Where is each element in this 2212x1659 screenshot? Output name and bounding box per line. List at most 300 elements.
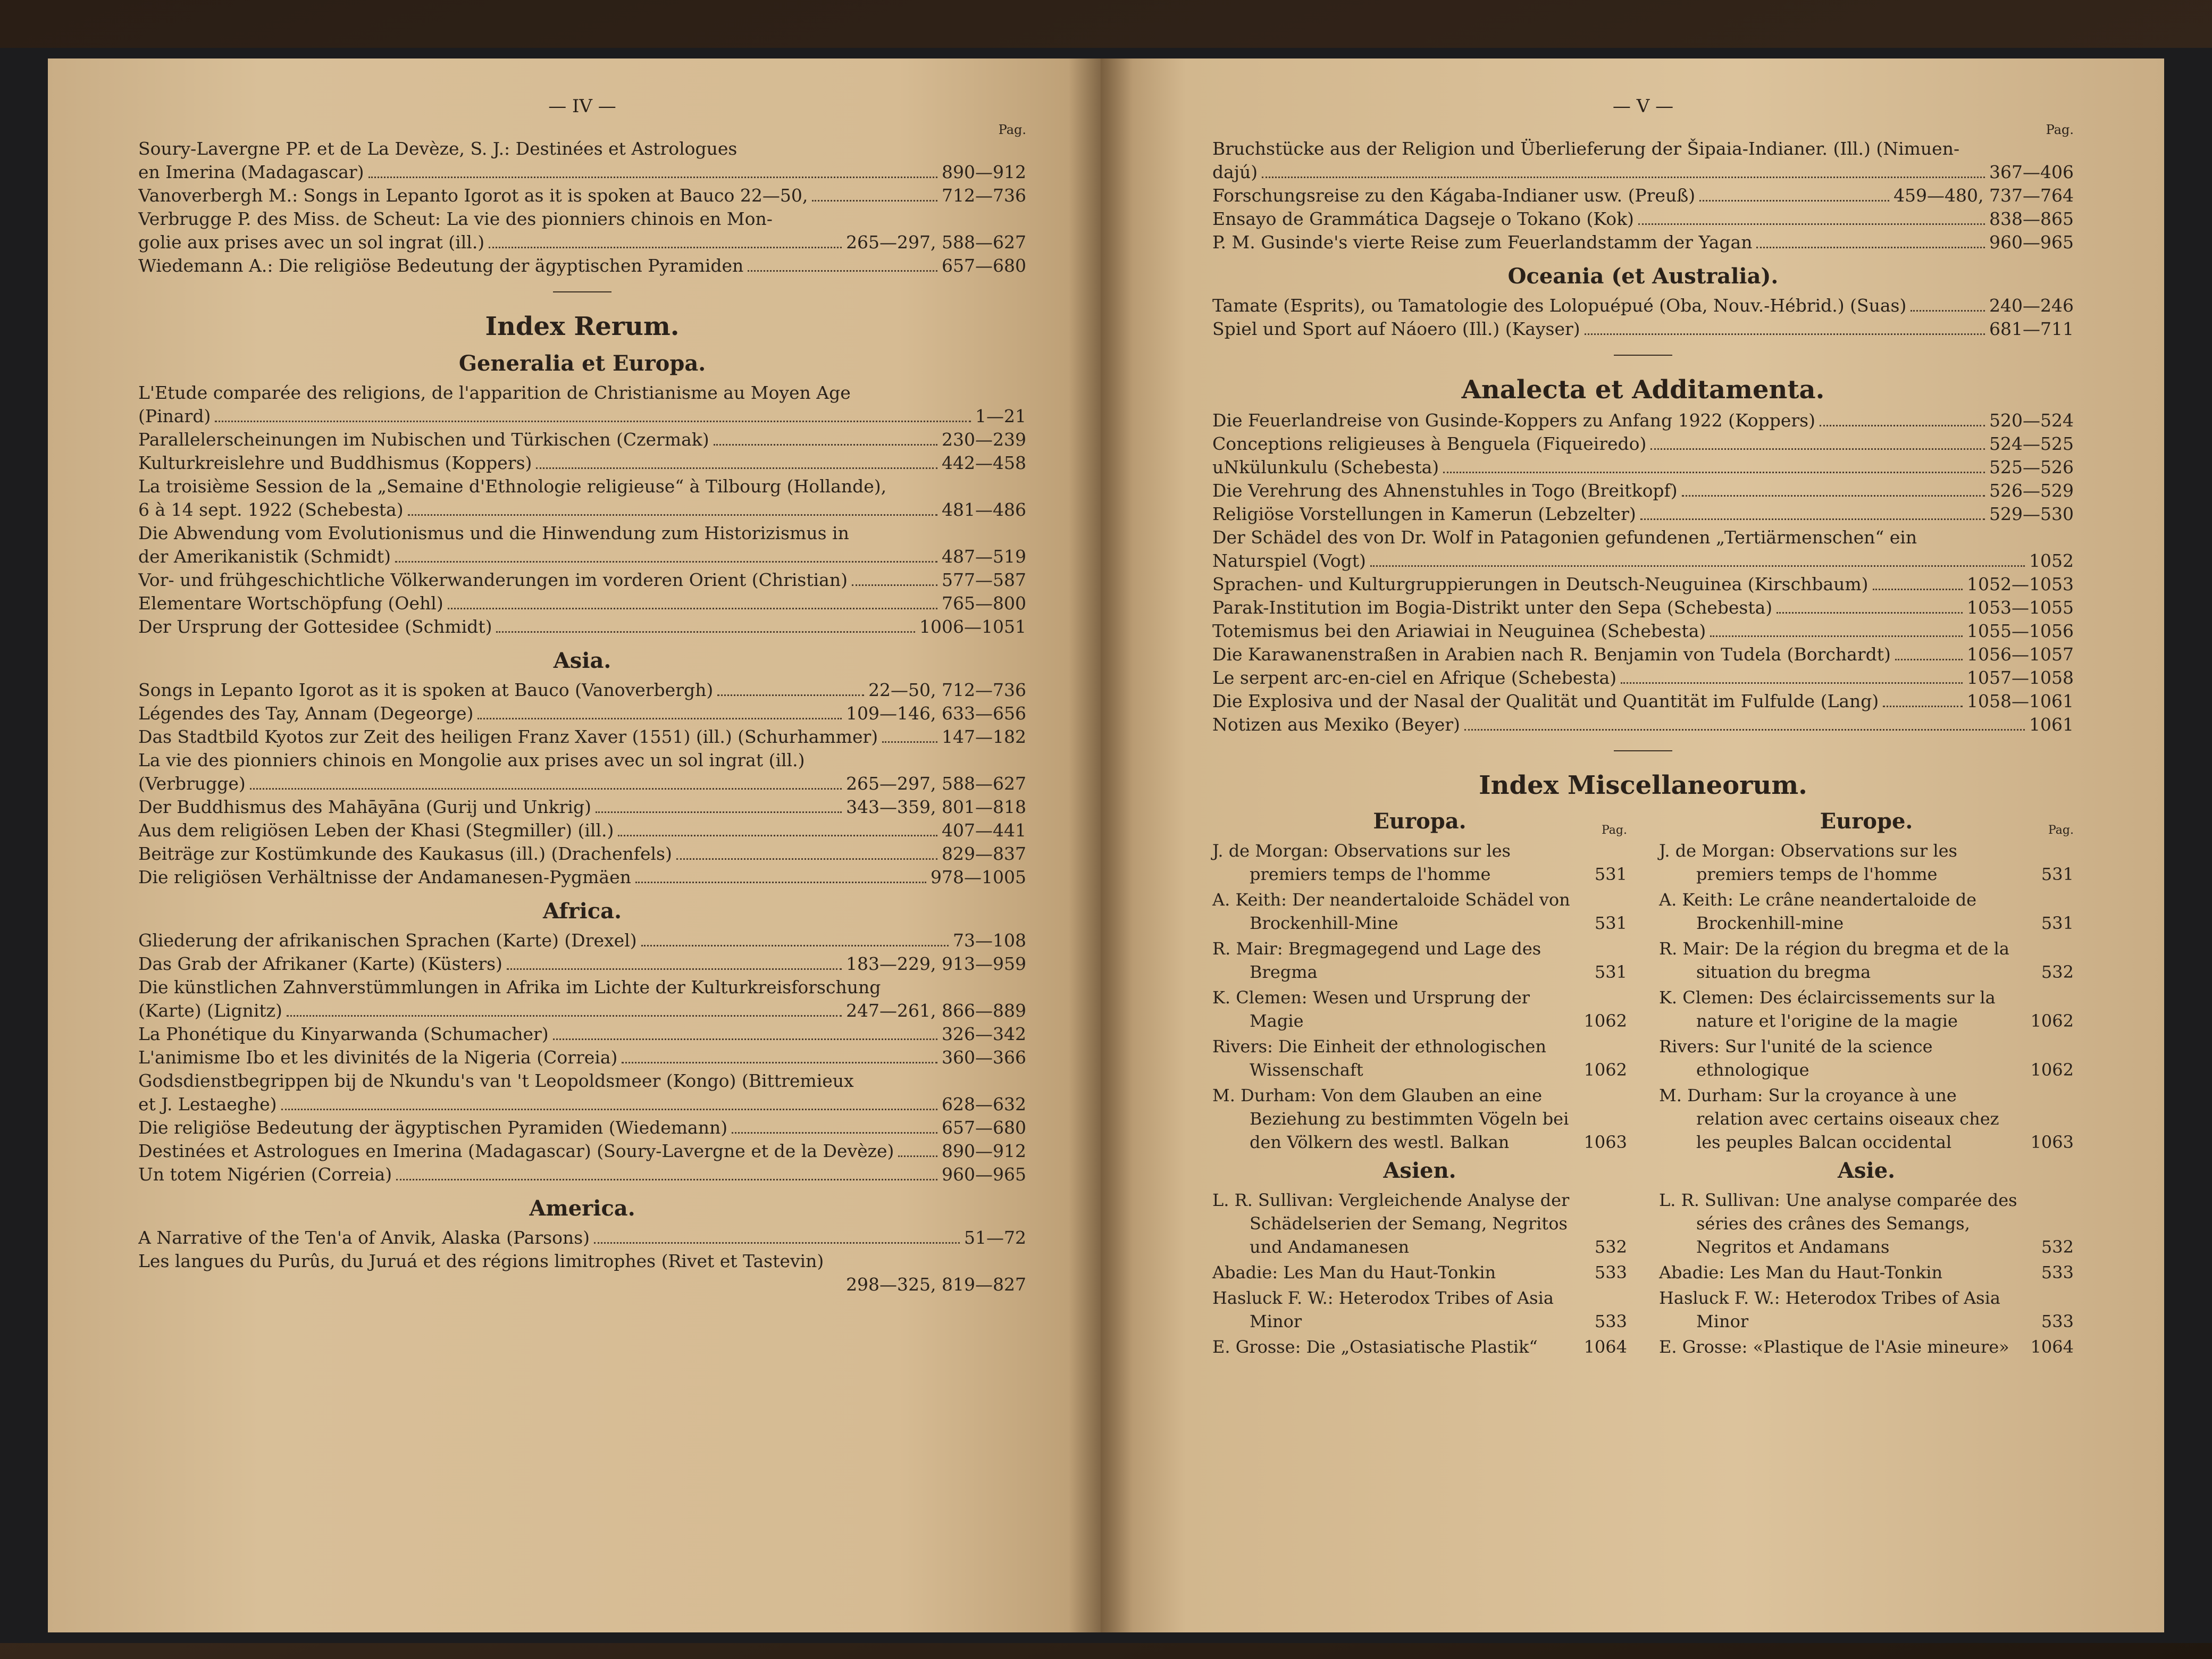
misc-entry-page: 531	[1594, 962, 1627, 982]
dot-leader	[1883, 700, 1963, 707]
dot-leader	[215, 415, 971, 422]
dot-leader	[395, 556, 937, 563]
dot-leader	[898, 1150, 937, 1157]
misc-col-french	[1659, 805, 2074, 1361]
dot-leader	[496, 626, 915, 633]
index-entry	[138, 545, 1026, 568]
index-entry	[1212, 479, 2074, 502]
entry-pages: 109—146, 633—656	[846, 703, 1026, 724]
entry-pages: 628—632	[942, 1094, 1026, 1115]
index-entry	[138, 1116, 1026, 1139]
book-gutter	[1069, 58, 1133, 1632]
misc-entry	[1212, 1335, 1627, 1359]
misc-entry-text: E. Grosse: Die „Ostasiatische Plastik“	[1212, 1337, 1538, 1357]
dot-leader	[287, 1010, 842, 1017]
entry-pages: 1—21	[975, 406, 1026, 426]
index-entry	[138, 819, 1026, 842]
misc-entry-text: J. de Morgan: Observations sur les premiers temps de l'homme	[1659, 841, 1957, 884]
index-entry	[138, 184, 1026, 207]
entry-pages: 442—458	[942, 453, 1026, 473]
entry-pages: 525—526	[1989, 457, 2074, 477]
misc-entry-page: 532	[2041, 1237, 2074, 1257]
misc-entry	[1659, 1261, 2074, 1284]
dot-leader	[882, 736, 937, 743]
entry-title: (Karte) (Lignitz)	[138, 1000, 282, 1021]
index-entry	[138, 615, 1026, 639]
index-entry	[138, 795, 1026, 819]
divider	[553, 291, 611, 292]
entry-title: Bruchstücke aus der Religion und Überlieferung der Šipaia-Indianer. (Ill.) (Nimuen-	[1212, 138, 1960, 159]
misc-entry-text: Abadie: Les Man du Haut-Tonkin	[1659, 1262, 1943, 1283]
misc-entry	[1212, 1261, 1627, 1284]
entry-title: Soury-Lavergne PP. et de La Devèze, S. J.: Destinées et Astrologues	[138, 138, 738, 159]
dot-leader	[1370, 560, 2025, 567]
index-entry	[1212, 137, 2074, 161]
entry-pages: 520—524	[1989, 410, 2074, 431]
entry-pages: 657—680	[942, 255, 1026, 276]
page-number: — IV —	[548, 96, 616, 117]
oceania-title: Oceania (et Australia).	[1507, 264, 1779, 289]
entry-title: Conceptions religieuses à Benguela (Fiqueiredo)	[1212, 433, 1647, 454]
asien-list	[1212, 1188, 1627, 1359]
dot-leader	[1585, 328, 1985, 335]
entry-pages: 247—261, 866—889	[846, 1000, 1026, 1021]
entry-title: Tamate (Esprits), ou Tamatologie des Lolopuépué (Oba, Nouv.-Hébrid.) (Suas)	[1212, 295, 1907, 316]
entry-pages: 487—519	[942, 546, 1026, 567]
entry-title: Die Verehrung des Ahnenstuhles in Togo (Breitkopf)	[1212, 480, 1678, 501]
entry-pages: 1061	[2029, 714, 2074, 735]
entry-pages: 1052	[2029, 550, 2074, 571]
index-entry	[138, 952, 1026, 976]
misc-entry-page: 1064	[2030, 1337, 2074, 1357]
entry-title: Der Schädel des von Dr. Wolf in Patagonien gefundenen „Tertiärmenschen“ ein	[1212, 527, 1917, 548]
dot-leader	[596, 806, 842, 813]
dot-leader	[635, 876, 926, 883]
dot-leader	[1699, 195, 1889, 202]
entry-title: Destinées et Astrologues en Imerina (Madagascar) (Soury-Lavergne et de la Devèze)	[138, 1141, 894, 1161]
misc-entry-text: A. Keith: Der neandertaloide Schädel von Brockenhill-Mine	[1212, 890, 1570, 933]
entry-title: Sprachen- und Kulturgruppierungen in Deutsch-Neuguinea (Kirschbaum)	[1212, 574, 1869, 594]
dot-leader	[1464, 724, 2025, 731]
misc-entry	[1659, 1084, 2074, 1154]
entry-pages: 360—366	[942, 1047, 1026, 1068]
dot-leader	[748, 265, 937, 272]
entry-pages: 1053—1055	[1967, 597, 2074, 618]
index-entry	[138, 1069, 1026, 1093]
africa-title: Africa.	[542, 899, 622, 924]
index-entry	[138, 678, 1026, 702]
index-entry	[138, 1273, 1026, 1296]
dot-leader	[368, 171, 937, 178]
index-entry	[138, 1226, 1026, 1250]
dot-leader	[1911, 305, 1985, 312]
misc-entry-page: 1062	[2030, 1060, 2074, 1080]
index-entry	[138, 254, 1026, 278]
misc-col-german	[1212, 805, 1627, 1361]
entry-title: der Amerikanistik (Schmidt)	[138, 546, 391, 567]
dot-leader	[536, 462, 937, 469]
misc-entry-page: 1062	[1583, 1060, 1627, 1080]
entry-pages: 265—297, 588—627	[846, 232, 1026, 253]
entry-pages: 978—1005	[931, 867, 1026, 887]
entry-title: Le serpent arc-en-ciel en Afrique (Schebesta)	[1212, 667, 1617, 688]
entry-title: golie aux prises avec un sol ingrat (ill.)	[138, 232, 485, 253]
misc-entry	[1659, 888, 2074, 935]
entry-title: Die religiösen Verhältnisse der Andamanesen-Pygmäen	[138, 867, 631, 887]
entry-pages: 681—711	[1989, 319, 2074, 339]
entry-title: Die Abwendung vom Evolutionismus und die Hinwendung zum Historizismus in	[138, 523, 849, 543]
europa-title: Europa. Pag.	[1373, 809, 1627, 837]
misc-entry	[1212, 1188, 1627, 1259]
index-entry	[1212, 666, 2074, 690]
dot-leader	[1638, 218, 1985, 225]
asia-title: Asia.	[553, 648, 611, 673]
entry-title: Die künstlichen Zahnverstümmlungen in Afrika im Lichte der Kulturkreisforschung	[138, 977, 881, 998]
index-entry	[138, 1250, 1026, 1273]
dot-leader	[1443, 466, 1985, 473]
index-entry	[138, 1023, 1026, 1046]
misc-entry-text: Rivers: Die Einheit der ethnologischen Wissenschaft	[1212, 1036, 1546, 1080]
index-entry	[1212, 549, 2074, 573]
misc-entry-text: E. Grosse: «Plastique de l'Asie mineure»	[1659, 1337, 2009, 1357]
index-entry	[1212, 502, 2074, 526]
dot-leader	[448, 602, 937, 609]
misc-entry	[1659, 937, 2074, 984]
entry-title: Ensayo de Grammática Dagseje o Tokano (Kok)	[1212, 208, 1634, 229]
misc-entry-page: 531	[2041, 864, 2074, 884]
misc-entry-text: K. Clemen: Wesen und Ursprung der Magie	[1212, 987, 1530, 1031]
misc-entry-text: Hasluck F. W.: Heterodox Tribes of Asia Minor	[1659, 1288, 2000, 1331]
misc-entry-page: 531	[2041, 913, 2074, 933]
entry-title: Wiedemann A.: Die religiöse Bedeutung der ägyptischen Pyramiden	[138, 255, 744, 276]
divider	[1614, 355, 1672, 356]
dot-leader	[1756, 241, 1985, 248]
entry-title: Das Stadtbild Kyotos zur Zeit des heiligen Franz Xaver (1551) (ill.) (Schurhammer)	[138, 726, 878, 747]
entry-title: (Verbrugge)	[138, 773, 246, 794]
entry-pages: 829—837	[942, 843, 1026, 864]
index-entry	[138, 999, 1026, 1023]
index-entry	[1212, 643, 2074, 666]
dot-leader	[507, 963, 842, 970]
oceania-list	[1212, 294, 2074, 341]
entry-title: Un totem Nigérien (Correia)	[138, 1164, 392, 1185]
entry-title: (Pinard)	[138, 406, 211, 426]
misc-entry-page: 1063	[2030, 1132, 2074, 1152]
index-entry	[1212, 456, 2074, 479]
entry-title: La Phonétique du Kinyarwanda (Schumacher)	[138, 1024, 549, 1044]
generalia-title: Generalia et Europa.	[458, 351, 706, 376]
entry-pages: 407—441	[942, 820, 1026, 841]
dot-leader	[641, 940, 949, 946]
index-entry	[138, 749, 1026, 772]
pag-small: Pag.	[1601, 824, 1627, 837]
dot-leader	[1873, 583, 1963, 590]
dot-leader	[594, 1237, 960, 1244]
entry-pages: 73—108	[953, 930, 1026, 951]
entry-pages: 230—239	[942, 429, 1026, 450]
entry-title: Verbrugge P. des Miss. de Scheut: La vie des pionniers chinois en Mon-	[138, 208, 773, 229]
index-entry	[1212, 713, 2074, 736]
analecta-title: Analecta et Additamenta.	[1461, 375, 1825, 405]
entry-title: Das Grab der Afrikaner (Karte) (Küsters)	[138, 953, 502, 974]
entry-title: Der Buddhismus des Mahāyāna (Gurij und Unkrig)	[138, 797, 591, 817]
index-entry	[138, 1163, 1026, 1186]
dot-leader	[714, 439, 937, 446]
index-entry	[138, 428, 1026, 451]
misc-entry-text: A. Keith: Le crâne neandertaloide de Brockenhill-mine	[1659, 890, 1977, 933]
misc-entry-text: L. R. Sullivan: Une analyse comparée des séries des crânes des Semangs, Negritos et Andamans	[1659, 1190, 2017, 1257]
misc-columns	[1212, 805, 2074, 1361]
index-entry	[1212, 573, 2074, 596]
divider	[1614, 750, 1672, 751]
entry-pages: 1058—1061	[1967, 691, 2074, 711]
entry-title: Vanoverbergh M.: Songs in Lepanto Igorot as it is spoken at Bauco 22—50,	[138, 185, 808, 206]
entry-pages: 890—912	[942, 1141, 1026, 1161]
entry-pages: 298—325, 819—827	[846, 1274, 1026, 1295]
entry-pages: 343—359, 801—818	[846, 797, 1026, 817]
index-entry	[138, 207, 1026, 231]
entry-pages: 1052—1053	[1967, 574, 2074, 594]
misc-entry-page: 533	[2041, 1311, 2074, 1331]
index-entry	[138, 161, 1026, 184]
entry-title: La vie des pionniers chinois en Mongolie aux prises avec un sol ingrat (ill.)	[138, 750, 805, 770]
pag-label: Pag.	[2046, 122, 2074, 137]
entry-title: en Imerina (Madagascar)	[138, 162, 364, 182]
index-rerum-title: Index Rerum.	[485, 312, 680, 341]
misc-entry-text: J. de Morgan: Observations sur les premiers temps de l'homme	[1212, 841, 1511, 884]
index-entry	[138, 702, 1026, 725]
dot-leader	[1621, 677, 1963, 684]
entry-title: Beiträge zur Kostümkunde des Kaukasus (ill.) (Drachenfels)	[138, 843, 672, 864]
entry-pages: 1055—1056	[1967, 621, 2074, 641]
index-entry	[1212, 207, 2074, 231]
dot-leader	[618, 830, 937, 836]
dot-leader	[1650, 443, 1985, 450]
dot-leader	[852, 579, 937, 586]
entry-title: uNkülunkulu (Schebesta)	[1212, 457, 1439, 477]
misc-entry-page: 533	[1594, 1262, 1627, 1283]
misc-entry	[1212, 1035, 1627, 1082]
entry-title: Aus dem religiösen Leben der Khasi (Stegmiller) (ill.)	[138, 820, 614, 841]
entry-pages: 526—529	[1989, 480, 2074, 501]
america-title: America.	[529, 1196, 635, 1221]
top-entries	[138, 137, 1026, 278]
dot-leader	[281, 1103, 937, 1110]
misc-entry	[1659, 839, 2074, 886]
index-entry	[138, 498, 1026, 522]
entry-pages: 1057—1058	[1967, 667, 2074, 688]
entry-pages: 367—406	[1989, 162, 2074, 182]
dot-leader	[408, 509, 937, 516]
entry-pages: 577—587	[942, 569, 1026, 590]
entry-title: Religiöse Vorstellungen in Kamerun (Lebzelter)	[1212, 504, 1636, 524]
misc-entry-text: Rivers: Sur l'unité de la science ethnologique	[1659, 1036, 1933, 1080]
page-number: — V —	[1612, 96, 1674, 117]
misc-entry-page: 532	[2041, 962, 2074, 982]
entry-pages: 1006—1051	[919, 616, 1026, 637]
entry-title: Der Ursprung der Gottesidee (Schmidt)	[138, 616, 492, 637]
asia-list	[138, 678, 1026, 889]
misc-entry	[1212, 986, 1627, 1033]
entry-title: Totemismus bei den Ariawiai in Neuguinea (Schebesta)	[1212, 621, 1706, 641]
misc-entry-text: Hasluck F. W.: Heterodox Tribes of Asia Minor	[1212, 1288, 1554, 1331]
index-entry	[1212, 317, 2074, 341]
entry-pages: 265—297, 588—627	[846, 773, 1026, 794]
entry-title: L'Etude comparée des religions, de l'apparition de Christianisme au Moyen Age	[138, 382, 851, 403]
entry-pages: 960—965	[1989, 232, 2074, 253]
dot-leader	[676, 853, 937, 860]
misc-entry-page: 1062	[1583, 1011, 1627, 1031]
misc-entry	[1212, 1286, 1627, 1333]
misc-entry-page: 1062	[2030, 1011, 2074, 1031]
index-entry	[1212, 231, 2074, 254]
index-entry	[138, 592, 1026, 615]
entry-title: Parak-Institution im Bogia-Distrikt unter den Sepa (Schebesta)	[1212, 597, 1773, 618]
dot-leader	[732, 1127, 937, 1134]
entry-title: Die Explosiva und der Nasal der Qualität und Quantität im Fulfulde (Lang)	[1212, 691, 1879, 711]
entry-title: Vor- und frühgeschichtliche Völkerwanderungen im vorderen Orient (Christian)	[138, 569, 848, 590]
misc-entry-text: M. Durham: Von dem Glauben an eine Beziehung zu bestimmten Vögeln bei den Völkern des westl. Balkan	[1212, 1085, 1569, 1152]
index-entry	[138, 522, 1026, 545]
africa-list	[138, 929, 1026, 1186]
entry-pages: 657—680	[942, 1117, 1026, 1138]
europe-list	[1659, 839, 2074, 1154]
entry-title: Parallelerscheinungen im Nubischen und Türkischen (Czermak)	[138, 429, 709, 450]
misc-entry-text: K. Clemen: Des éclaircissements sur la nature et l'origine de la magie	[1659, 987, 1996, 1031]
misc-entry	[1659, 1035, 2074, 1082]
index-entry	[1212, 409, 2074, 432]
entry-pages: 838—865	[1989, 208, 2074, 229]
dot-leader	[1262, 171, 1985, 178]
dot-leader	[1895, 653, 1963, 660]
entry-title: La troisième Session de la „Semaine d'Ethnologie religieuse“ à Tilbourg (Hollande),	[138, 476, 887, 497]
index-entry	[138, 381, 1026, 405]
entry-title: Songs in Lepanto Igorot as it is spoken at Bauco (Vanoverbergh)	[138, 680, 714, 700]
entry-title: Elementare Wortschöpfung (Oehl)	[138, 593, 443, 614]
index-entry	[1212, 432, 2074, 456]
index-entry	[138, 772, 1026, 795]
entry-pages: 765—800	[942, 593, 1026, 614]
misc-entry-text: R. Mair: De la région du bregma et de la situation du bregma	[1659, 939, 2009, 982]
entry-pages: 147—182	[942, 726, 1026, 747]
entry-pages: 1056—1057	[1967, 644, 2074, 665]
dot-leader	[553, 1033, 937, 1040]
asie-title: Asie.	[1837, 1158, 1896, 1183]
index-entry	[1212, 690, 2074, 713]
misc-entry-text: L. R. Sullivan: Vergleichende Analyse der Schädelserien der Semang, Negritos und Andamanesen	[1212, 1190, 1570, 1257]
index-entry	[138, 866, 1026, 889]
misc-entry-page: 531	[1594, 864, 1627, 884]
asie-list	[1659, 1188, 2074, 1359]
entry-title: Naturspiel (Vogt)	[1212, 550, 1366, 571]
entry-title: L'animisme Ibo et les divinités de la Nigeria (Correia)	[138, 1047, 618, 1068]
top-entries	[1212, 137, 2074, 254]
entry-title: Die Feuerlandreise von Gusinde-Koppers zu Anfang 1922 (Koppers)	[1212, 410, 1815, 431]
generalia-list	[138, 381, 1026, 639]
dot-leader	[622, 1057, 937, 1063]
entry-pages: 240—246	[1989, 295, 2074, 316]
index-entry	[138, 976, 1026, 999]
entry-title: Die religiöse Bedeutung der ägyptischen Pyramiden (Wiedemann)	[138, 1117, 728, 1138]
misc-entry	[1212, 888, 1627, 935]
index-entry	[138, 1093, 1026, 1116]
entry-title: Spiel und Sport auf Náoero (Ill.) (Kayser)	[1212, 319, 1580, 339]
index-entry	[138, 929, 1026, 952]
pag-label: Pag.	[998, 122, 1026, 137]
entry-title: Forschungsreise zu den Kágaba-Indianer usw. (Preuß)	[1212, 185, 1696, 206]
index-entry	[138, 137, 1026, 161]
misc-entry-page: 532	[1594, 1237, 1627, 1257]
entry-pages: 890—912	[942, 162, 1026, 182]
entry-title: dajú)	[1212, 162, 1258, 182]
dot-leader	[1682, 490, 1985, 497]
asien-title: Asien.	[1383, 1158, 1456, 1183]
index-entry	[138, 451, 1026, 475]
entry-pages: 51—72	[964, 1227, 1026, 1248]
entry-title: Notizen aus Mexiko (Beyer)	[1212, 714, 1460, 735]
index-entry	[1212, 619, 2074, 643]
entry-pages: 22—50, 712—736	[868, 680, 1026, 700]
dot-leader	[1640, 513, 1985, 520]
misc-entry-text: Abadie: Les Man du Haut-Tonkin	[1212, 1262, 1496, 1283]
misc-entry-page: 531	[1594, 913, 1627, 933]
misc-entry-text: R. Mair: Bregmagegend und Lage des Bregma	[1212, 939, 1541, 982]
index-entry	[138, 725, 1026, 749]
misc-entry	[1212, 839, 1627, 886]
entry-title: Godsdienstbegrippen bij de Nkundu's van 't Leopoldsmeer (Kongo) (Bittremieux	[138, 1070, 854, 1091]
entry-pages: 481—486	[942, 499, 1026, 520]
dot-leader	[489, 241, 842, 248]
misc-entry	[1659, 1188, 2074, 1259]
misc-entry-page: 1063	[1583, 1132, 1627, 1152]
entry-title: Légendes des Tay, Annam (Degeorge)	[138, 703, 474, 724]
entry-title: P. M. Gusinde's vierte Reise zum Feuerlandstamm der Yagan	[1212, 232, 1753, 253]
pag-small: Pag.	[2048, 824, 2074, 837]
entry-title: Gliederung der afrikanischen Sprachen (Karte) (Drexel)	[138, 930, 637, 951]
misc-entry	[1212, 937, 1627, 984]
index-entry	[138, 568, 1026, 592]
europe-title: Europe. Pag.	[1820, 809, 2074, 837]
dot-leader	[477, 713, 842, 719]
entry-pages: 960—965	[942, 1164, 1026, 1185]
dot-leader	[1777, 607, 1963, 614]
entry-pages: 712—736	[942, 185, 1026, 206]
misc-entry	[1659, 986, 2074, 1033]
left-page	[48, 58, 1111, 1632]
europa-list	[1212, 839, 1627, 1154]
entry-pages: 183—229, 913—959	[846, 953, 1026, 974]
index-entry	[1212, 526, 2074, 549]
dot-leader	[717, 689, 864, 696]
misc-entry	[1659, 1335, 2074, 1359]
entry-title: 6 à 14 sept. 1922 (Schebesta)	[138, 499, 404, 520]
index-entry	[138, 231, 1026, 254]
entry-title: A Narrative of the Ten'a of Anvik, Alaska (Parsons)	[138, 1227, 590, 1248]
index-entry	[1212, 184, 2074, 207]
misc-entry	[1212, 1084, 1627, 1154]
dot-leader	[396, 1174, 937, 1180]
misc-entry-page: 1064	[1583, 1337, 1627, 1357]
dot-leader	[1710, 630, 1963, 637]
entry-pages: 459—480, 737—764	[1893, 185, 2074, 206]
entry-title: et J. Lestaeghe)	[138, 1094, 277, 1115]
entry-title: Les langues du Purûs, du Juruá et des régions limitrophes (Rivet et Tastevin)	[138, 1251, 824, 1271]
index-entry	[138, 405, 1026, 428]
entry-pages: 524—525	[1989, 433, 2074, 454]
index-entry	[1212, 294, 2074, 317]
index-entry	[1212, 161, 2074, 184]
dot-leader	[1820, 420, 1985, 426]
